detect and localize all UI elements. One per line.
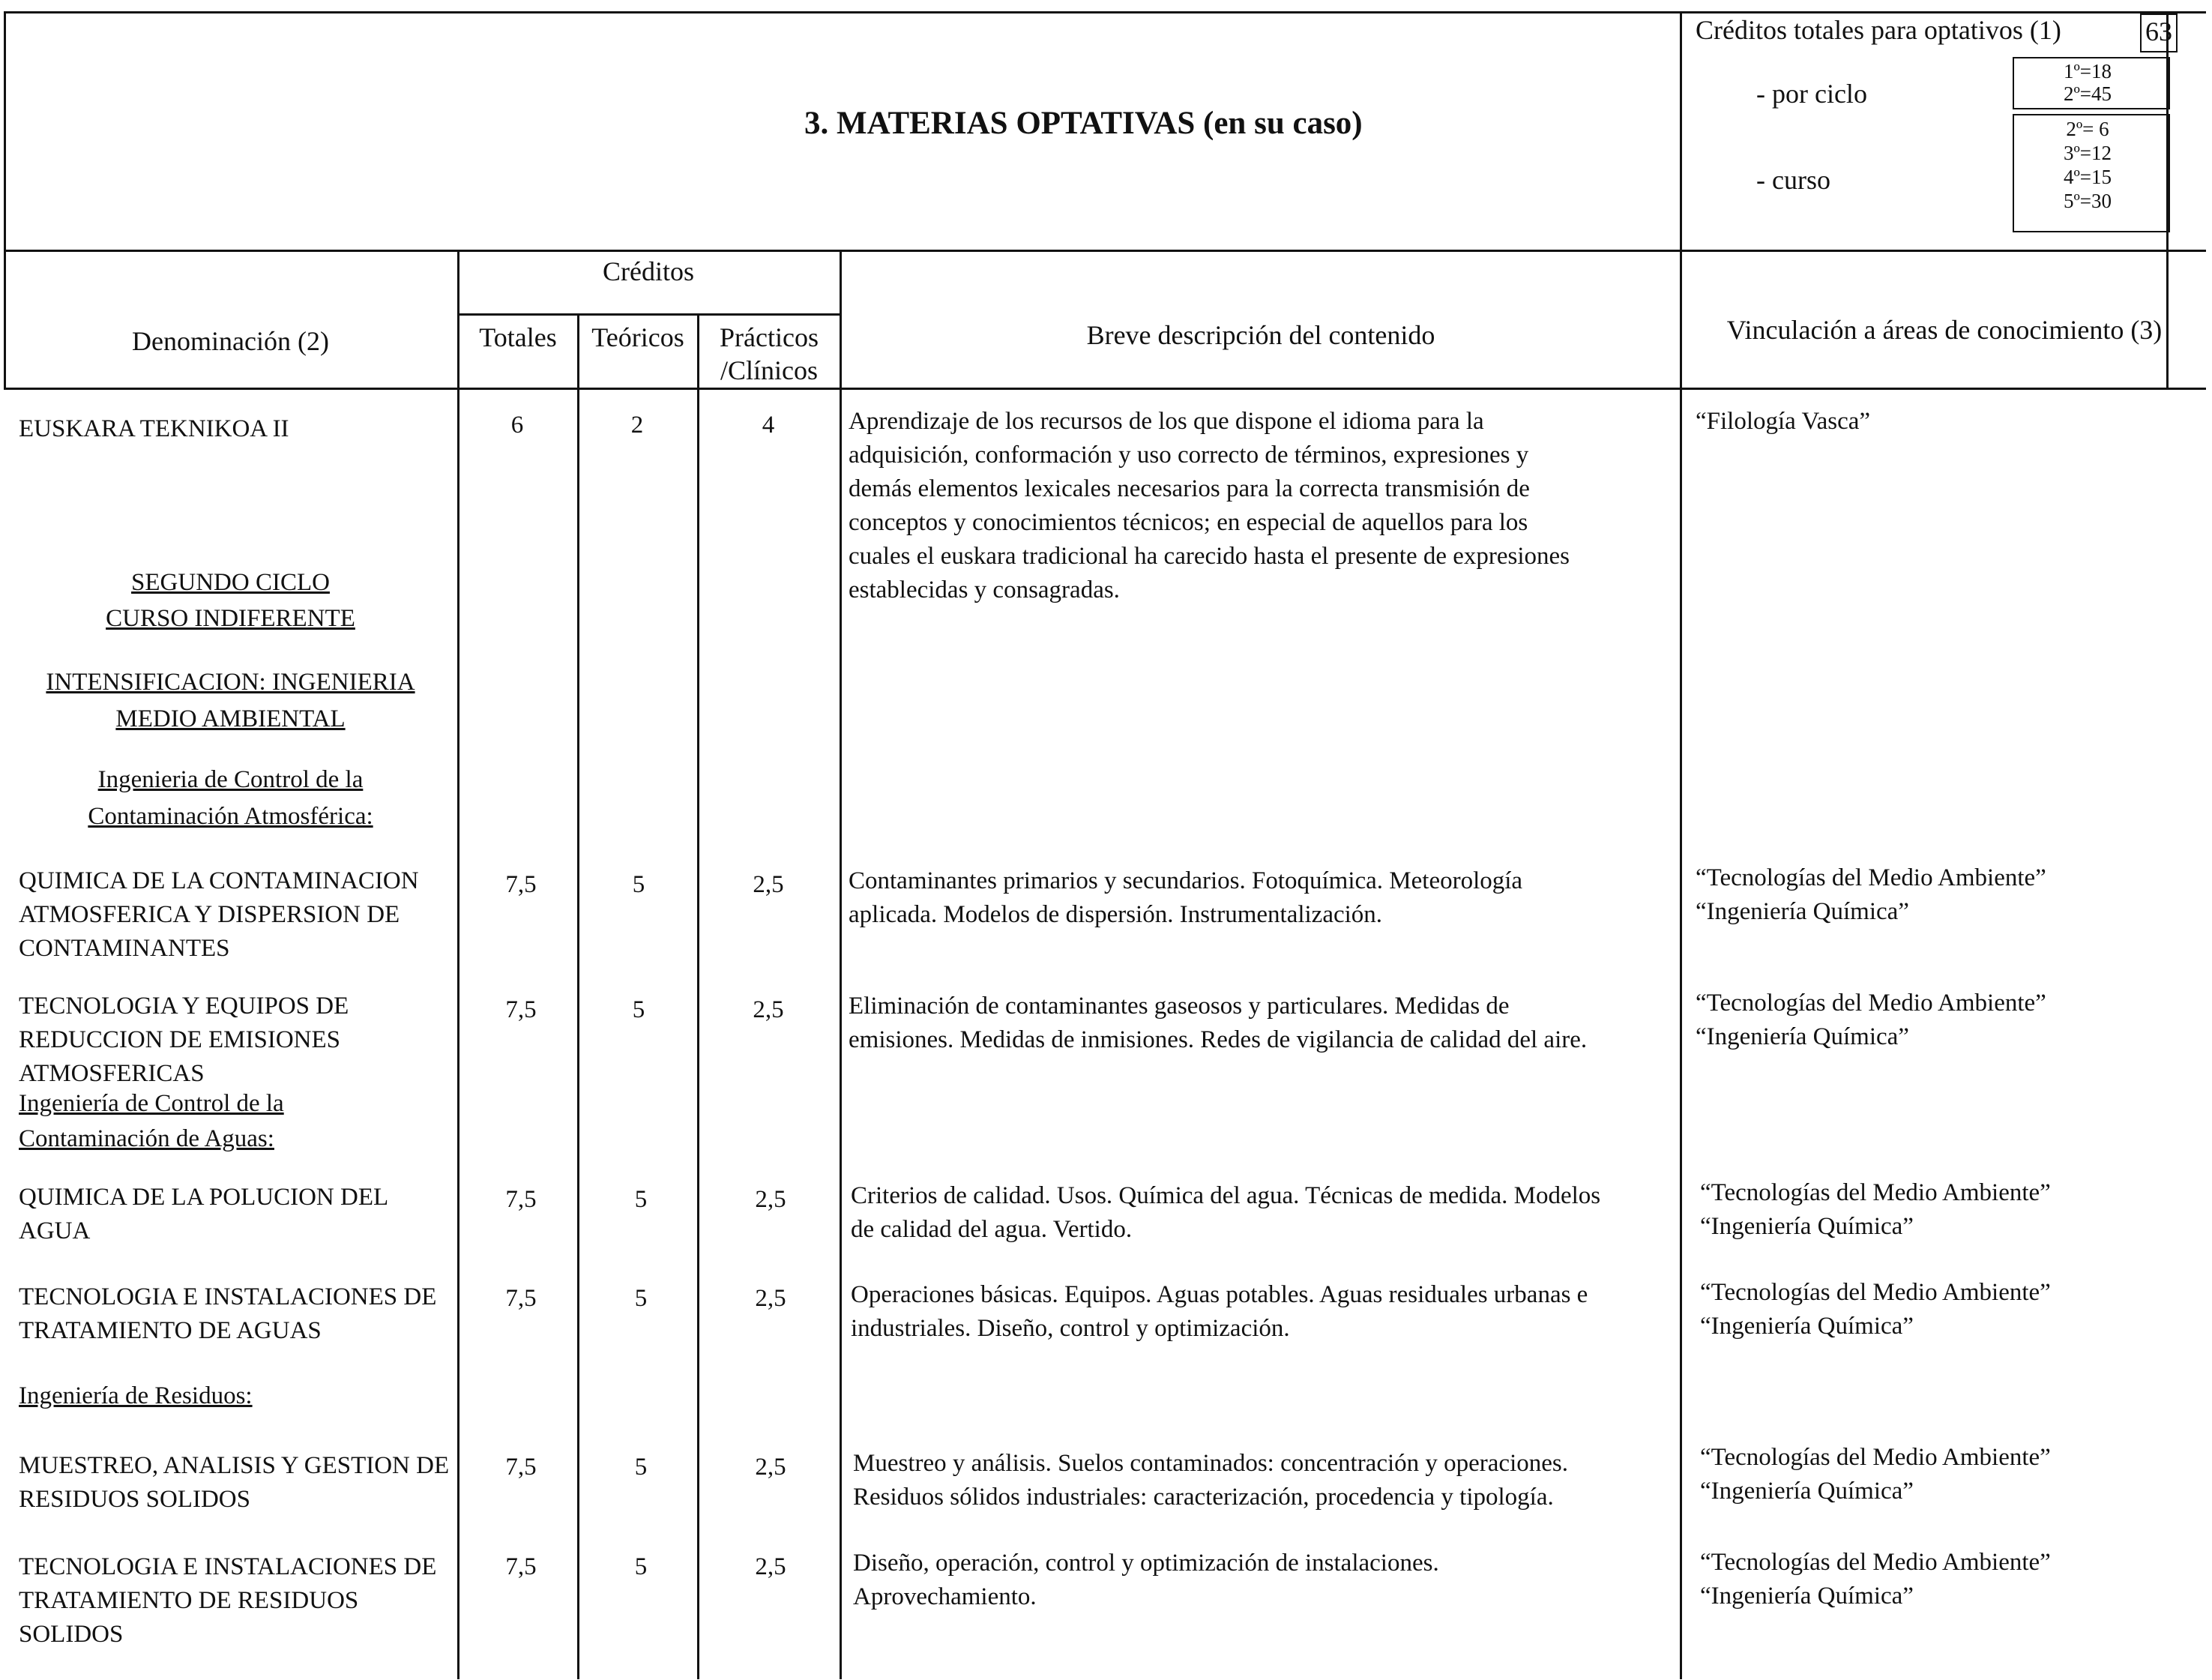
row-area: “Ingeniería Química”: [1696, 1023, 1909, 1050]
row-description-line: de calidad del agua. Vertido.: [851, 1216, 1133, 1243]
row-totales: 7,5: [505, 996, 537, 1023]
row-name: TRATAMIENTO DE AGUAS: [19, 1317, 322, 1344]
row-totales: 7,5: [505, 871, 537, 898]
row-area: “Tecnologías del Medio Ambiente”: [1700, 1444, 2051, 1471]
row-area: “Filología Vasca”: [1696, 408, 1871, 435]
row-area: “Ingeniería Química”: [1700, 1478, 1914, 1505]
col-header-creditos: Créditos: [603, 256, 694, 286]
section-medio-ambiental: MEDIO AMBIENTAL: [115, 705, 346, 732]
row-teoricos: 5: [634, 1285, 648, 1312]
curso-value-1: 2º= 6: [2066, 118, 2109, 140]
creditos-divider: [457, 313, 840, 316]
row-description-line: Contaminantes primarios y secundarios. Fotoquímica. Meteorología: [849, 867, 1523, 894]
col-border-teoricos: [697, 313, 699, 1679]
header-bottom-border: [4, 250, 2206, 252]
col-header-vinculacion: Vinculación a áreas de conocimiento (3): [1726, 315, 2163, 345]
row-area: “Tecnologías del Medio Ambiente”: [1700, 1549, 2051, 1576]
row-description-line: demás elementos lexicales necesarios para la correcta transmisión de: [849, 475, 1530, 502]
column-header-bottom-border: [4, 388, 2206, 390]
por-ciclo-value-1: 1º=18: [2063, 60, 2112, 82]
row-name: TECNOLOGIA E INSTALACIONES DE: [19, 1553, 437, 1580]
curso-value-2: 3º=12: [2063, 142, 2112, 164]
row-practicos: 2,5: [753, 871, 784, 898]
row-area: “Ingeniería Química”: [1700, 1313, 1914, 1340]
row-description-line: Muestreo y análisis. Suelos contaminados: concentración y operaciones.: [853, 1450, 1568, 1477]
por-ciclo-label: - por ciclo: [1756, 79, 1867, 109]
row-totales: 7,5: [505, 1553, 537, 1580]
col-border-practicos: [840, 250, 842, 1679]
row-description-line: Diseño, operación, control y optimización de instalaciones.: [853, 1550, 1439, 1577]
row-name: EUSKARA TEKNIKOA II: [19, 415, 289, 442]
col-header-descripcion: Breve descripción del contenido: [1086, 320, 1435, 350]
header-right-panel-border: [1680, 11, 1682, 1679]
row-name: CONTAMINANTES: [19, 935, 230, 962]
row-description-line: aplicada. Modelos de dispersión. Instrumentalización.: [849, 901, 1383, 928]
col-header-practicos: Prácticos: [720, 322, 819, 352]
row-practicos: 2,5: [755, 1186, 786, 1213]
row-description-line: establecidas y consagradas.: [849, 576, 1120, 603]
row-area: “Tecnologías del Medio Ambiente”: [1696, 864, 2046, 891]
row-description-line: Aprendizaje de los recursos de los que dispone el idioma para la: [849, 408, 1484, 435]
total-credits-label: Créditos totales para optativos (1): [1696, 15, 2061, 45]
col-header-teoricos: Teóricos: [591, 322, 684, 352]
row-description-line: Operaciones básicas. Equipos. Aguas potables. Aguas residuales urbanas e: [851, 1281, 1588, 1308]
row-description-line: Criterios de calidad. Usos. Química del agua. Técnicas de medida. Modelos: [851, 1182, 1601, 1209]
col-header-clinicos: /Clínicos: [720, 355, 818, 385]
row-teoricos: 5: [634, 1186, 648, 1213]
row-practicos: 2,5: [755, 1454, 786, 1481]
row-name: MUESTREO, ANALISIS Y GESTION DE: [19, 1452, 450, 1479]
row-teoricos: 5: [634, 1454, 648, 1481]
row-description-line: adquisición, conformación y uso correcto de términos, expresiones y: [849, 442, 1529, 469]
row-description-line: Eliminación de contaminantes gaseosos y particulares. Medidas de: [849, 993, 1510, 1020]
section-residuos: Ingeniería de Residuos:: [19, 1382, 253, 1409]
section-atmosferica-2: Contaminación Atmosférica:: [88, 803, 373, 830]
section-aguas-2: Contaminación de Aguas:: [19, 1125, 274, 1152]
row-name: SOLIDOS: [19, 1621, 124, 1648]
row-name: ATMOSFERICAS: [19, 1060, 205, 1087]
page-title: 3. MATERIAS OPTATIVAS (en su caso): [804, 106, 1363, 141]
row-teoricos: 5: [634, 1553, 648, 1580]
row-description-line: emisiones. Medidas de inmisiones. Redes de vigilancia de calidad del aire.: [849, 1026, 1588, 1053]
row-name: RESIDUOS SOLIDOS: [19, 1486, 250, 1513]
row-totales: 7,5: [505, 1285, 537, 1312]
row-practicos: 2,5: [753, 996, 784, 1023]
col-header-denominacion: Denominación (2): [132, 326, 329, 356]
section-aguas-1: Ingeniería de Control de la: [19, 1090, 284, 1117]
row-area: “Tecnologías del Medio Ambiente”: [1700, 1179, 2051, 1206]
curso-value-3: 4º=15: [2063, 166, 2112, 188]
curso-value-4: 5º=30: [2063, 190, 2112, 212]
row-practicos: 2,5: [755, 1553, 786, 1580]
row-area: “Ingeniería Química”: [1700, 1213, 1914, 1240]
row-name: TECNOLOGIA Y EQUIPOS DE: [19, 993, 349, 1020]
row-area: “Tecnologías del Medio Ambiente”: [1700, 1279, 2051, 1306]
row-totales: 7,5: [505, 1186, 537, 1213]
row-practicos: 2,5: [755, 1285, 786, 1312]
row-description-line: Aprovechamiento.: [853, 1583, 1037, 1610]
row-name: TECNOLOGIA E INSTALACIONES DE: [19, 1283, 437, 1310]
row-totales: 6: [510, 412, 524, 439]
row-practicos: 4: [762, 412, 775, 439]
row-description-line: conceptos y conocimientos técnicos; en especial de aquellos para los: [849, 509, 1528, 536]
col-header-totales: Totales: [479, 322, 557, 352]
row-name: ATMOSFERICA Y DISPERSION DE: [19, 901, 400, 928]
col-border-totales: [577, 313, 579, 1679]
row-name: QUIMICA DE LA POLUCION DEL: [19, 1184, 389, 1211]
por-ciclo-value-2: 2º=45: [2063, 82, 2112, 105]
row-teoricos: 5: [632, 996, 645, 1023]
row-area: “Tecnologías del Medio Ambiente”: [1696, 990, 2046, 1017]
row-area: “Ingeniería Química”: [1700, 1583, 1914, 1610]
section-intensificacion: INTENSIFICACION: INGENIERIA: [46, 669, 415, 696]
row-description-line: industriales. Diseño, control y optimización.: [851, 1315, 1290, 1342]
row-description-line: Residuos sólidos industriales: caracterización, procedencia y tipología.: [853, 1484, 1554, 1511]
row-totales: 7,5: [505, 1454, 537, 1481]
total-credits-value: 63: [2145, 16, 2172, 46]
row-teoricos: 5: [632, 871, 645, 898]
row-name: TRATAMIENTO DE RESIDUOS: [19, 1587, 359, 1614]
section-curso: CURSO INDIFERENTE: [106, 605, 355, 632]
row-description-line: cuales el euskara tradicional ha carecido hasta el presente de expresiones: [849, 543, 1570, 570]
row-name: REDUCCION DE EMISIONES: [19, 1026, 340, 1053]
col-border-denominacion: [457, 250, 459, 1679]
row-name: QUIMICA DE LA CONTAMINACION: [19, 867, 419, 894]
section-atmosferica-1: Ingenieria de Control de la: [97, 766, 364, 793]
row-name: AGUA: [19, 1217, 91, 1244]
curso-label: - curso: [1756, 165, 1830, 195]
row-teoricos: 2: [630, 412, 644, 439]
section-ciclo: SEGUNDO CICLO: [131, 569, 330, 596]
row-area: “Ingeniería Química”: [1696, 898, 1909, 925]
